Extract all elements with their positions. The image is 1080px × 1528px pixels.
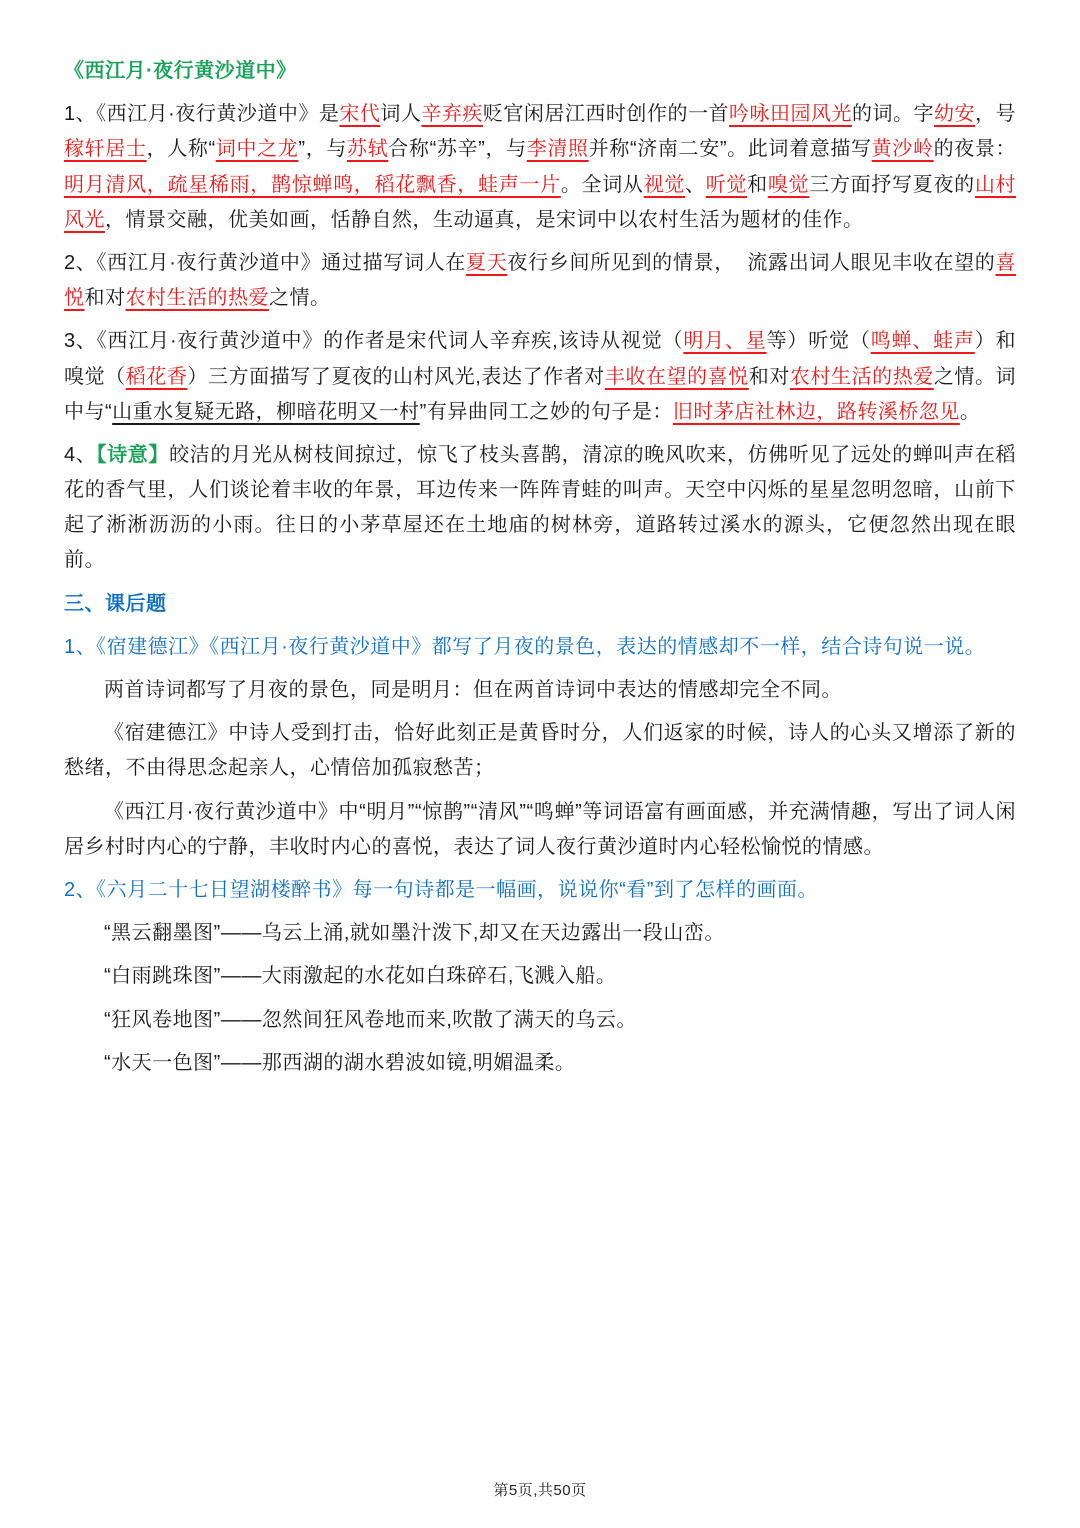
text-segment: “狂风卷地图”——忽然间狂风卷地而来,吹散了满天的乌云。 xyxy=(104,1008,637,1031)
text-segment: 和对 xyxy=(748,365,790,388)
text-segment: 三、课后题 xyxy=(64,592,167,615)
section-heading xyxy=(64,587,1016,622)
text-segment: 之情。词中与“ xyxy=(64,365,1017,423)
page-footer: 第5页,共50页 xyxy=(493,1482,587,1499)
text-segment: ，情景交融，优美如画，恬静自然，生动逼真，是宋词中以农村生活为题材的佳作。 xyxy=(105,208,864,231)
text-segment: “白雨跳珠图”——大雨激起的水花如白珠碎石,飞溅入船。 xyxy=(104,965,617,988)
page-title xyxy=(64,54,1016,89)
highlight-red: 听觉 xyxy=(705,173,748,196)
text-segment: 3、《西江月·夜行黄沙道中》的作者是宋代词人辛弃疾,该诗从视觉（ xyxy=(64,330,684,353)
point-1 xyxy=(64,97,1016,238)
highlight-red: 苏轼 xyxy=(346,138,389,161)
highlight-red: 李清照 xyxy=(526,138,589,161)
question-2 xyxy=(64,873,1016,908)
highlight-red: 幼安 xyxy=(934,103,976,126)
answer-1-1 xyxy=(64,673,1016,708)
text-segment: ”，与 xyxy=(298,138,347,161)
text-segment: 两首诗词都写了月夜的景色，同是明月：但在两首诗词中表达的情感却完全不同。 xyxy=(104,679,842,701)
text-segment: 和 xyxy=(747,173,768,196)
highlight-red: 稼轩居士 xyxy=(64,138,147,161)
highlight-red: 丰收在望的喜悦 xyxy=(604,365,749,388)
highlight-red: 稻花香 xyxy=(125,365,188,388)
highlight-red: 辛弃疾 xyxy=(421,103,483,126)
text-segment: ”有异曲同工之妙的句子是： xyxy=(419,400,673,423)
point-4 xyxy=(64,438,1016,579)
text-segment: ）三方面描写了夏夜的山村风光,表达了作者对 xyxy=(187,365,605,388)
highlight-red: 视觉 xyxy=(643,173,686,196)
highlight-red: 明月、星 xyxy=(683,330,767,353)
point-3 xyxy=(64,324,1016,430)
highlight-red: 嗅觉 xyxy=(767,173,810,196)
highlight-green: 【诗意】 xyxy=(96,443,170,466)
document-content xyxy=(64,54,1016,1081)
text-segment: 、 xyxy=(685,173,706,196)
text-segment: 三方面抒写夏夜的 xyxy=(809,173,975,196)
text-segment: 《西江月·夜行黄沙道中》 xyxy=(64,60,297,82)
text-segment: 2、《西江月·夜行黄沙道中》通过描写词人在 xyxy=(64,251,467,274)
answer-1-2 xyxy=(64,716,1016,786)
answer-2-4 xyxy=(64,1046,1016,1081)
text-segment: 。全词从 xyxy=(560,173,644,196)
answer-2-3 xyxy=(64,1003,1016,1038)
question-1 xyxy=(64,630,1016,665)
highlight-red: 宋代 xyxy=(339,103,381,126)
highlight-red: 山村风光 xyxy=(64,173,1017,231)
text-segment: 合称“苏辛”，与 xyxy=(388,138,527,161)
highlight-red: 夏天 xyxy=(466,251,508,274)
highlight-red: 喜悦 xyxy=(64,251,1016,310)
highlight-red: 明月清风，疏星稀雨，鹊惊蝉鸣，稻花飘香，蛙声一片 xyxy=(64,173,561,196)
text-segment: ，人称“ xyxy=(146,138,216,161)
text-segment: 和对 xyxy=(84,287,126,310)
text-segment: ，号 xyxy=(975,103,1017,126)
highlight-red: 农村生活的热爱 xyxy=(789,365,934,388)
answer-1-3 xyxy=(64,795,1016,865)
text-segment: ）和嗅觉（ xyxy=(64,330,1017,388)
underline-text: 山重水复疑无路，柳暗花明又一村 xyxy=(112,400,420,423)
text-segment: 的夜景： xyxy=(933,138,1017,161)
highlight-red: 鸣蝉、蛙声 xyxy=(870,330,975,353)
text-segment: 等）听觉（ xyxy=(766,330,871,353)
answer-2-1 xyxy=(64,916,1016,951)
text-segment: 词人 xyxy=(380,103,422,126)
text-segment: 1、《西江月·夜行黄沙道中》是 xyxy=(64,103,340,126)
text-segment: 皎洁的月光从树枝间掠过，惊飞了枝头喜鹊，清凉的晚风吹来，仿佛听见了远处的蝉叫声在稻花的香气里，人们谈论着丰收的年景，耳边传来一阵阵青蛙的叫声。天空中闪烁的星星忽明忽暗，山前下起了淅淅沥沥的小雨。往日的小茅草屋还在土地庙的树林旁，道路转过溪水的源头，它便忽然出现在眼前。 xyxy=(64,443,1017,572)
highlight-red: 词中之龙 xyxy=(215,138,299,161)
text-segment: 1、《宿建德江》《西江月·夜行黄沙道中》都写了月夜的景色，表达的情感却不一样，结合诗句说一说。 xyxy=(64,635,986,658)
answer-2-2 xyxy=(64,959,1016,994)
point-2 xyxy=(64,246,1016,316)
text-segment: 夜行乡间所见到的情景， 流露出词人眼见丰收在望的 xyxy=(507,251,996,274)
highlight-red: 旧时茅店社林边，路转溪桥忽见 xyxy=(672,400,960,423)
text-segment: 之情。 xyxy=(269,287,331,310)
text-segment: 2、《六月二十七日望湖楼醉书》每一句诗都是一幅画，说说你“看”到了怎样的画面。 xyxy=(64,878,818,901)
text-segment: “黑云翻墨图”——乌云上涌,就如墨汁泼下,却又在天边露出一段山峦。 xyxy=(104,922,725,945)
highlight-red: 黄沙岭 xyxy=(871,138,934,161)
text-segment: 《西江月·夜行黄沙道中》中“明月”“惊鹊”“清风”“鸣蝉”等词语富有画面感，并充满情趣，写出了词人闲居乡村时内心的宁静，丰收时内心的喜悦，表达了词人夜行黄沙道时内心轻松愉悦的情感。 xyxy=(64,800,1016,858)
text-segment: “水天一色图”——那西湖的湖水碧波如镜,明媚温柔。 xyxy=(104,1051,576,1074)
text-segment: 的词。字 xyxy=(852,103,935,126)
text-segment: 。 xyxy=(959,400,981,423)
highlight-red: 农村生活的热爱 xyxy=(125,287,269,310)
text-segment: 贬官闲居江西时创作的一首 xyxy=(482,103,729,126)
text-segment: 《宿建德江》中诗人受到打击，恰好此刻正是黄昏时分，人们返家的时候，诗人的心头又增添了新的愁绪，不由得思念起亲人，心情倍加孤寂愁苦； xyxy=(64,722,1016,780)
text-segment: 4、 xyxy=(64,443,97,466)
highlight-red: 吟咏田园风光 xyxy=(728,103,852,126)
text-segment: 并称“济南二安”。此词着意描写 xyxy=(588,138,872,161)
